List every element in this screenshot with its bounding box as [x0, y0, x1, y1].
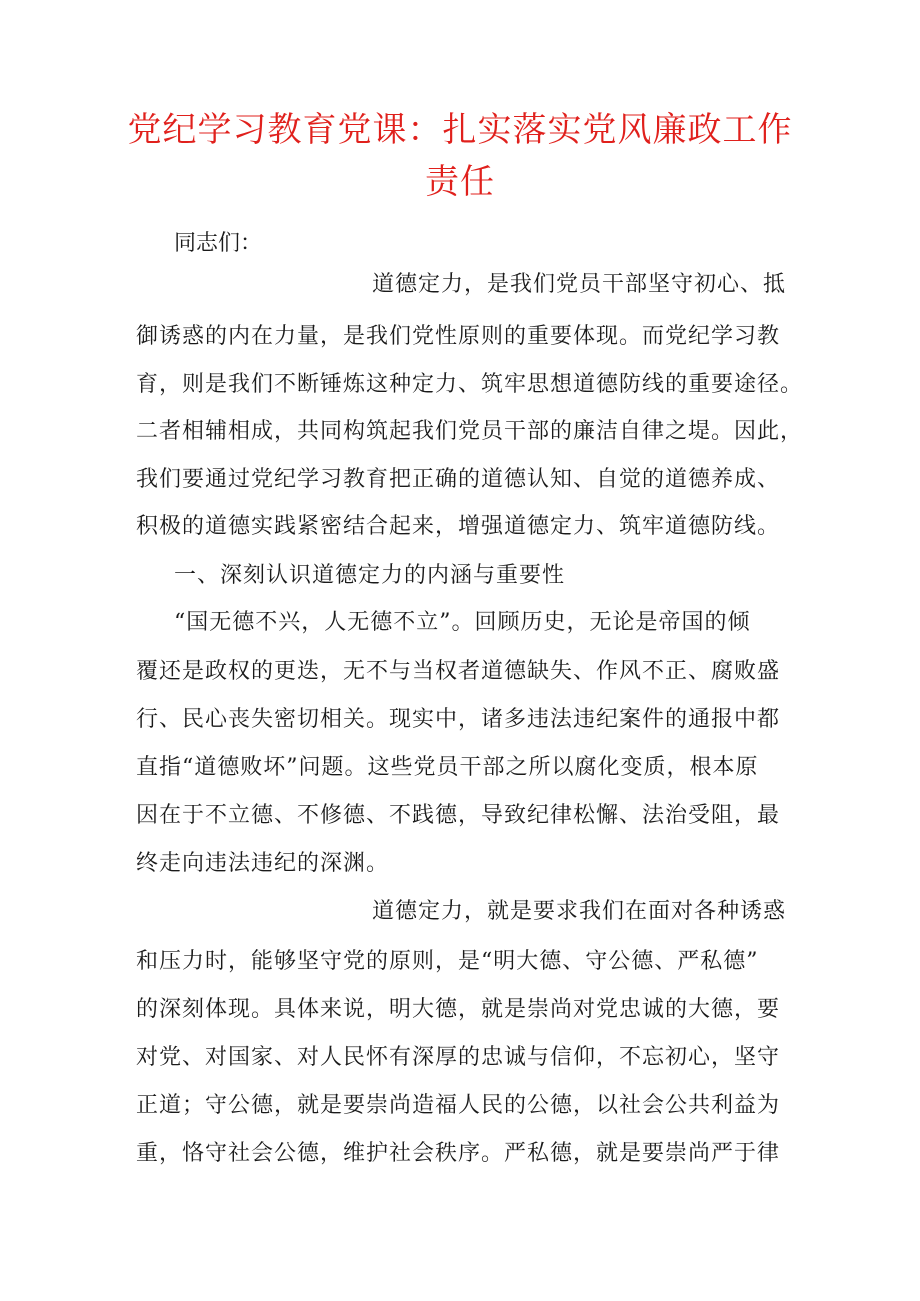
paragraph-1-line-2: 御诱惑的内在力量，是我们党性原则的重要体现。而党纪学习教 — [136, 324, 781, 349]
paragraph-3-line-3: 的深刻体现。具体来说，明大德，就是崇尚对党忠诚的大德，要 — [136, 997, 781, 1022]
section-1-heading: 一、深刻认识道德定力的内涵与重要性 — [174, 563, 566, 588]
paragraph-3-line-6: 重，恪守社会公德，维护社会秩序。严私德，就是要崇尚严于律 — [136, 1141, 781, 1166]
paragraph-1-line-6: 积极的道德实践紧密结合起来，增强道德定力、筑牢道德防线。 — [136, 514, 781, 539]
paragraph-2-line-2: 覆还是政权的更迭，无不与当权者道德缺失、作风不正、腐败盛 — [136, 659, 781, 684]
paragraph-3-line-5: 正道；守公德，就是要崇尚造福人民的公德，以社会公共利益为 — [136, 1093, 781, 1118]
paragraph-2-line-3: 行、民心丧失密切相关。现实中，诸多违法违纪案件的通报中都 — [136, 707, 781, 732]
title-line-1: 党纪学习教育党课：扎实落实党风廉政工作 — [127, 110, 793, 150]
paragraph-1-line-1: 道德定力，是我们党员干部坚守初心、抵 — [372, 272, 787, 297]
paragraph-1-line-3: 育，则是我们不断锤炼这种定力、筑牢思想道德防线的重要途径。 — [136, 372, 804, 397]
title-line-2: 责任 — [425, 162, 495, 202]
paragraph-3-line-4: 对党、对国家、对人民怀有深厚的忠诚与信仰，不忘初心，坚守 — [136, 1045, 781, 1070]
paragraph-1-line-5: 我们要通过党纪学习教育把正确的道德认知、自觉的道德养成、 — [136, 467, 781, 492]
paragraph-3-line-2: 和压力时，能够坚守党的原则，是“明大德、守公德、严私德” — [136, 949, 759, 974]
document-title — [120, 104, 800, 208]
paragraph-2-line-1: “国无德不兴，人无德不立”。回顾历史，无论是帝国的倾 — [174, 610, 751, 635]
paragraph-2-line-4: 直指“道德败坏”问题。这些党员干部之所以腐化变质，根本原 — [136, 755, 759, 780]
greeting: 同志们： — [174, 231, 263, 256]
paragraph-2-line-5: 因在于不立德、不修德、不践德，导致纪律松懈、法治受阻，最 — [136, 803, 781, 828]
paragraph-1-line-4: 二者相辅相成，共同构筑起我们党员干部的廉洁自律之堤。因此， — [136, 419, 804, 444]
paragraph-3-line-1: 道德定力，就是要求我们在面对各种诱惑 — [372, 899, 787, 924]
paragraph-2-line-6: 终走向违法违纪的深渊。 — [136, 851, 390, 876]
